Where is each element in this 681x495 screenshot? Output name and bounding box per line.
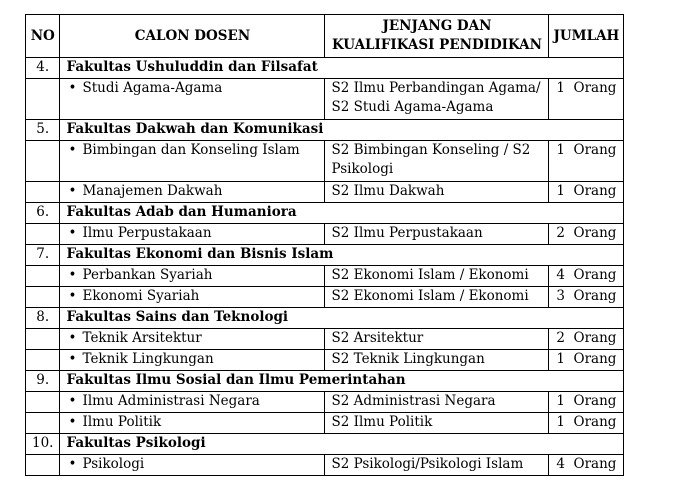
program-cell — [60, 141, 325, 182]
row-number: 9. — [26, 371, 60, 392]
row-number-empty — [26, 182, 60, 203]
bullet-icon: • — [68, 456, 77, 472]
row-number-empty — [26, 141, 60, 182]
faculty-row — [26, 203, 624, 224]
faculty-name: Fakultas Adab dan Humaniora — [60, 203, 624, 224]
program-row — [26, 350, 624, 371]
count: 1 Orang — [549, 182, 624, 203]
row-number: 8. — [26, 308, 60, 329]
faculty-name: Fakultas Psikologi — [60, 434, 624, 455]
program-cell — [60, 392, 325, 413]
qualification: S2 Teknik Lingkungan — [325, 350, 549, 371]
faculty-name: Fakultas Ushuluddin dan Filsafat — [60, 58, 624, 79]
faculty-row — [26, 434, 624, 455]
count: 2 Orang — [549, 224, 624, 245]
program-row — [26, 287, 624, 308]
bullet-icon: • — [68, 351, 77, 367]
faculty-name: Fakultas Sains dan Teknologi — [60, 308, 624, 329]
header-jumlah: JUMLAH — [549, 15, 624, 58]
lecturer-candidates-table — [25, 14, 624, 476]
row-number-empty — [26, 350, 60, 371]
program-cell — [60, 182, 325, 203]
bullet-icon: • — [68, 288, 77, 304]
bullet-icon: • — [68, 330, 77, 346]
faculty-row — [26, 245, 624, 266]
program-name: Teknik Arsitektur — [82, 330, 202, 346]
faculty-row — [26, 120, 624, 141]
header-jenjang: JENJANG DAN KUALIFIKASI PENDIDIKAN — [325, 15, 549, 58]
program-cell — [60, 224, 325, 245]
qualification: S2 Ilmu Perbandingan Agama/ S2 Studi Agama-Agama — [325, 79, 549, 120]
qualification: S2 Ilmu Perpustakaan — [325, 224, 549, 245]
faculty-name: Fakultas Ilmu Sosial dan Ilmu Pemerintahan — [60, 371, 624, 392]
row-number-empty — [26, 455, 60, 476]
program-cell — [60, 79, 325, 120]
bullet-icon: • — [68, 393, 77, 409]
count: 1 Orang — [549, 392, 624, 413]
count: 3 Orang — [549, 287, 624, 308]
program-row — [26, 182, 624, 203]
row-number: 6. — [26, 203, 60, 224]
bullet-icon: • — [68, 183, 77, 199]
row-number-empty — [26, 392, 60, 413]
row-number: 4. — [26, 58, 60, 79]
program-row — [26, 413, 624, 434]
faculty-row — [26, 371, 624, 392]
qualification: S2 Administrasi Negara — [325, 392, 549, 413]
program-row — [26, 329, 624, 350]
program-row — [26, 79, 624, 120]
qualification: S2 Ekonomi Islam / Ekonomi — [325, 266, 549, 287]
bullet-icon: • — [68, 142, 77, 158]
qualification: S2 Bimbingan Konseling / S2 Psikologi — [325, 141, 549, 182]
program-name: Manajemen Dakwah — [82, 183, 223, 199]
program-row — [26, 141, 624, 182]
document-page — [25, 14, 624, 476]
program-cell — [60, 350, 325, 371]
count: 1 Orang — [549, 350, 624, 371]
row-number-empty — [26, 224, 60, 245]
row-number-empty — [26, 79, 60, 120]
program-name: Ilmu Politik — [82, 414, 162, 430]
program-name: Teknik Lingkungan — [82, 351, 214, 367]
program-name: Psikologi — [82, 456, 145, 472]
row-number-empty — [26, 413, 60, 434]
program-cell — [60, 413, 325, 434]
faculty-name: Fakultas Ekonomi dan Bisnis Islam — [60, 245, 624, 266]
qualification: S2 Ilmu Politik — [325, 413, 549, 434]
program-cell — [60, 329, 325, 350]
row-number-empty — [26, 329, 60, 350]
bullet-icon: • — [68, 267, 77, 283]
bullet-icon: • — [68, 225, 77, 241]
program-cell — [60, 287, 325, 308]
row-number-empty — [26, 266, 60, 287]
faculty-row — [26, 58, 624, 79]
bullet-icon: • — [68, 414, 77, 430]
table-header-row — [26, 15, 624, 58]
row-number: 10. — [26, 434, 60, 455]
program-row — [26, 455, 624, 476]
qualification: S2 Ekonomi Islam / Ekonomi — [325, 287, 549, 308]
program-cell — [60, 455, 325, 476]
header-no: NO — [26, 15, 60, 58]
qualification: S2 Arsitektur — [325, 329, 549, 350]
header-calon-dosen: CALON DOSEN — [60, 15, 325, 58]
qualification: S2 Ilmu Dakwah — [325, 182, 549, 203]
program-row — [26, 224, 624, 245]
count: 2 Orang — [549, 329, 624, 350]
count: 1 Orang — [549, 79, 624, 120]
program-name: Perbankan Syariah — [82, 267, 213, 283]
count: 4 Orang — [549, 266, 624, 287]
faculty-row — [26, 308, 624, 329]
program-row — [26, 392, 624, 413]
program-name: Studi Agama-Agama — [82, 80, 223, 96]
row-number-empty — [26, 287, 60, 308]
program-name: Ilmu Perpustakaan — [82, 225, 212, 241]
faculty-name: Fakultas Dakwah dan Komunikasi — [60, 120, 624, 141]
bullet-icon: • — [68, 80, 77, 96]
row-number: 5. — [26, 120, 60, 141]
program-name: Ilmu Administrasi Negara — [82, 393, 260, 409]
count: 4 Orang — [549, 455, 624, 476]
program-name: Ekonomi Syariah — [82, 288, 200, 304]
count: 1 Orang — [549, 413, 624, 434]
qualification: S2 Psikologi/Psikologi Islam — [325, 455, 549, 476]
program-name: Bimbingan dan Konseling Islam — [82, 142, 300, 158]
program-row — [26, 266, 624, 287]
count: 1 Orang — [549, 141, 624, 182]
program-cell — [60, 266, 325, 287]
table-body — [26, 58, 624, 476]
row-number: 7. — [26, 245, 60, 266]
